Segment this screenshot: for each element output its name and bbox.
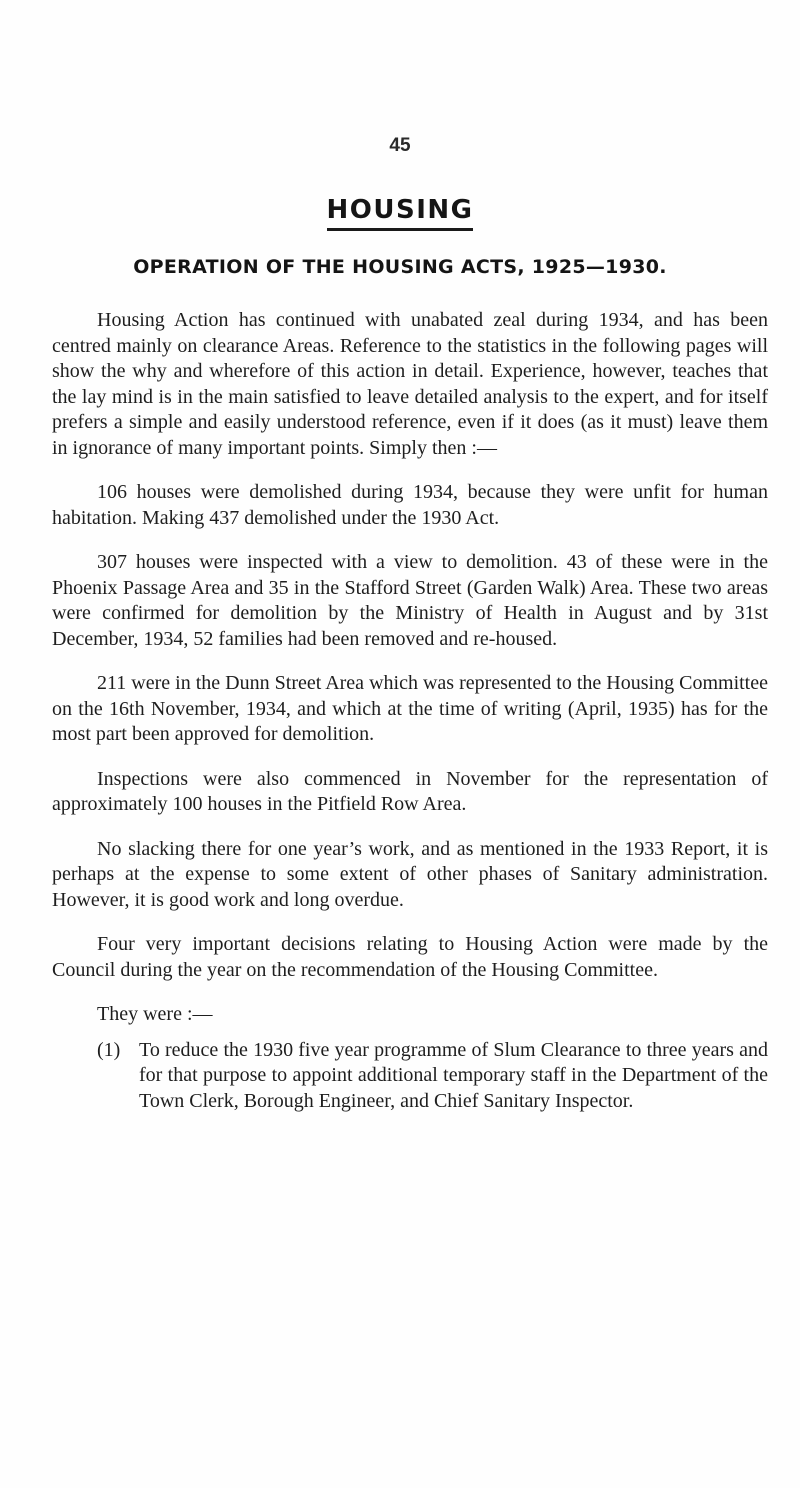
section-title — [0, 195, 800, 231]
paragraph-no-slacking: No slacking there for one year’s work, and as mentioned in the 1933 Report, it is perhaps at the expense to some extent of other phases of Sanitary administration. However, it is good work and long overdue. — [52, 837, 768, 911]
list-item-number: (1) — [97, 1038, 121, 1061]
paragraph-inspected: 307 houses were inspected with a view to demolition. 43 of these were in the Phoenix Passage Area and 35 in the Stafford Street (Garden Walk) Area. These two areas were confirmed for demolition by the Ministry of Health in August and by 31st December, 1934, 52 families had been removed and re-housed. — [52, 551, 768, 650]
paragraph-intro: Housing Action has continued with unabated zeal during 1934, and has been centred mainly on clearance Areas. Reference to the statistics in the following pages will show the why and wherefore of this action in detail. Experience, however, teaches that the lay mind is in the main satisfied to leave detailed analysis to the expert, and for itself prefers a simple and easily understood reference, even if it does (as it must) leave them in ignorance of many important points. Simply then :— — [52, 309, 768, 459]
paragraph-they-were: They were :— — [97, 1003, 213, 1025]
section-title-text: HOUSING — [327, 195, 474, 231]
paragraph-pitfield-row: Inspections were also commenced in November for the representation of approximately 100 houses in the Pitfield Row Area. — [52, 767, 768, 815]
page-number: 45 — [389, 135, 411, 156]
list-item-text: To reduce the 1930 five year programme of Slum Clearance to three years and for that purpose to appoint additional temporary staff in the Department of the Town Clerk, Borough Engineer, and Chief Sanitary Inspector. — [139, 1038, 768, 1112]
paragraph-decisions: Four very important decisions relating to Housing Action were made by the Council during the year on the recommendation of the Housing Committee. — [52, 933, 768, 981]
section-subtitle: OPERATION OF THE HOUSING ACTS, 1925—1930. — [133, 256, 667, 278]
paragraph-demolished: 106 houses were demolished during 1934, because they were unfit for human habitation. Making 437 demolished under the 1930 Act. — [52, 481, 768, 529]
list-item — [52, 1038, 768, 1115]
paragraph-dunn-street: 211 were in the Dunn Street Area which was represented to the Housing Committee on the 16th November, 1934, and which at the time of writing (April, 1935) has for the most part been approved for demolition. — [52, 672, 768, 745]
body-text — [52, 308, 768, 1114]
